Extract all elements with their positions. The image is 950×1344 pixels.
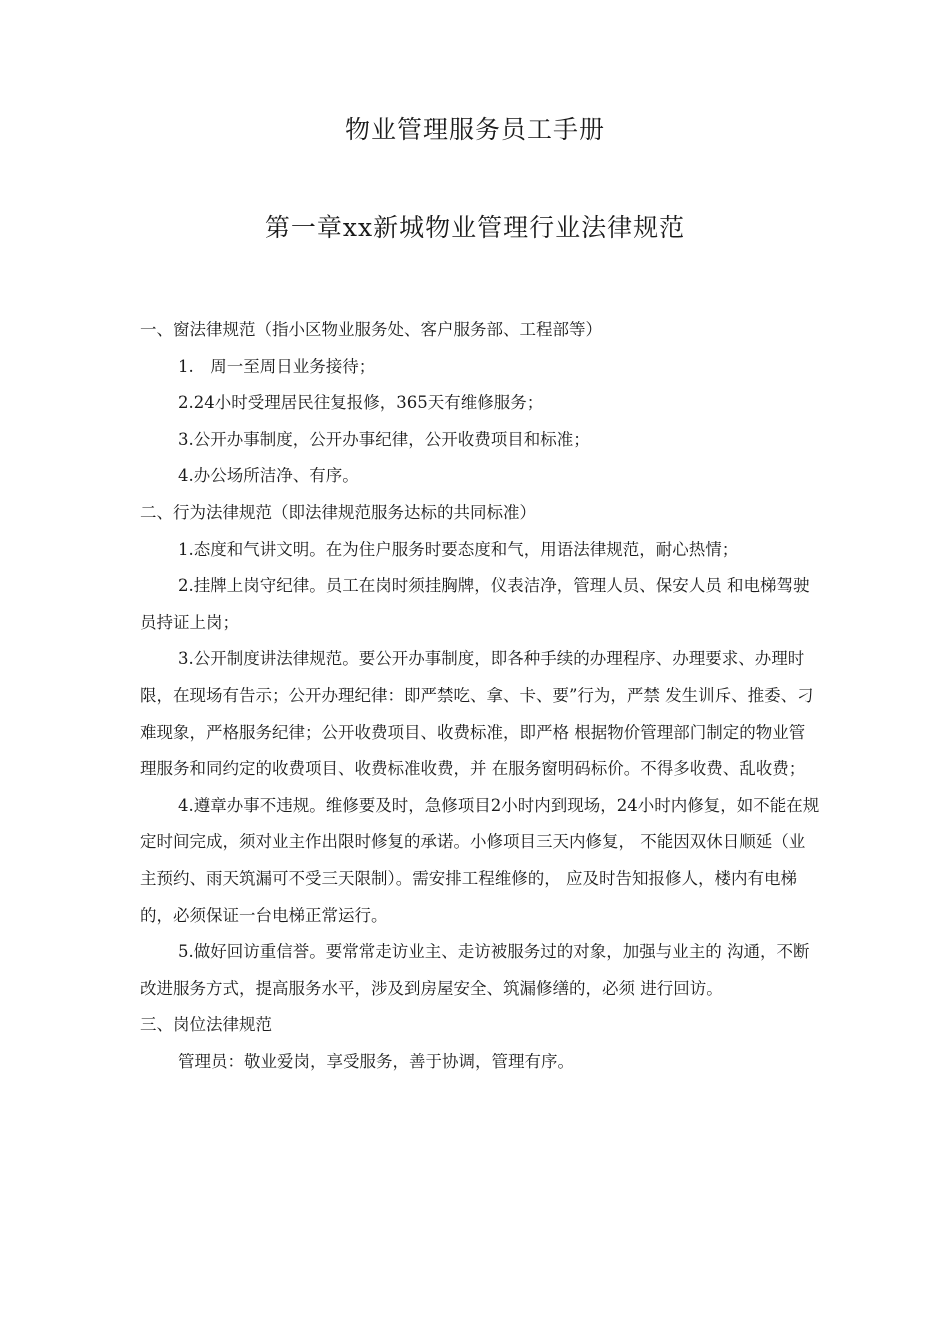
list-item: 3.公开办事制度，公开办事纪律，公开收费项目和标准；	[178, 429, 590, 449]
list-item: 1.态度和气讲文明。在为住户服务时要态度和气，用语法律规范，耐心热情；	[178, 539, 739, 559]
list-item: 2.挂牌上岗守纪律。员工在岗时须挂胸牌，仪表洁净，管理人员、保安人员 和电梯驾驶员持证上岗；	[140, 576, 810, 632]
body-paragraph: 管理员：敬业爱岗，享受服务，善于协调，管理有序。	[178, 1051, 574, 1071]
list-item: 3.公开制度讲法律规范。要公开办事制度，即各种手续的办理程序、办理要求、办理时限，在现场有告示；公开办理纪律：即严禁吃、拿、卡、要”行为，严禁 发生训斥、推委、刁难现象，严格服务纪律；公开收费项目、收费标准，即严格 根据物价管理部门制定的物业管理服务和同约定的收费项目、收费标准收费，并 在服务窗明码标价。不得多收费、乱收费；	[140, 649, 814, 779]
document-body	[140, 312, 820, 1080]
list-item: 4.办公场所洁净、有序。	[178, 466, 359, 486]
list-item: 1. 周一至周日业务接待；	[178, 356, 376, 376]
section-heading-3: 三、岗位法律规范	[140, 1015, 272, 1035]
section-heading-2: 二、行为法律规范（即法律规范服务达标的共同标准）	[140, 502, 536, 522]
list-item: 5.做好回访重信誉。要常常走访业主、走访被服务过的对象，加强与业主的 沟通，不断改进服务方式，提高服务水平，涉及到房屋安全、筑漏修缮的，必须 进行回访。	[140, 942, 810, 998]
document-title: 物业管理服务员工手册	[344, 115, 605, 144]
chapter-heading: 第一章xx新城物业管理行业法律规范	[264, 213, 686, 242]
section-heading-1: 一、窗法律规范（指小区物业服务处、客户服务部、工程部等）	[140, 320, 602, 339]
list-item: 2.24小时受理居民往复报修，365天有维修服务；	[178, 393, 544, 413]
list-item: 4.遵章办事不违规。维修要及时，急修项目2小时内到现场，24小时内修复，如不能在规定时间完成，须对业主作出限时修复的承诺。小修项目三天内修复， 不能因双休日顺延（业主预约、雨天筑漏可不受三天限制）。需安排工程维修的， 应及时告知报修人，楼内有电梯的，必须保证一台电梯正常运行。	[140, 795, 820, 925]
